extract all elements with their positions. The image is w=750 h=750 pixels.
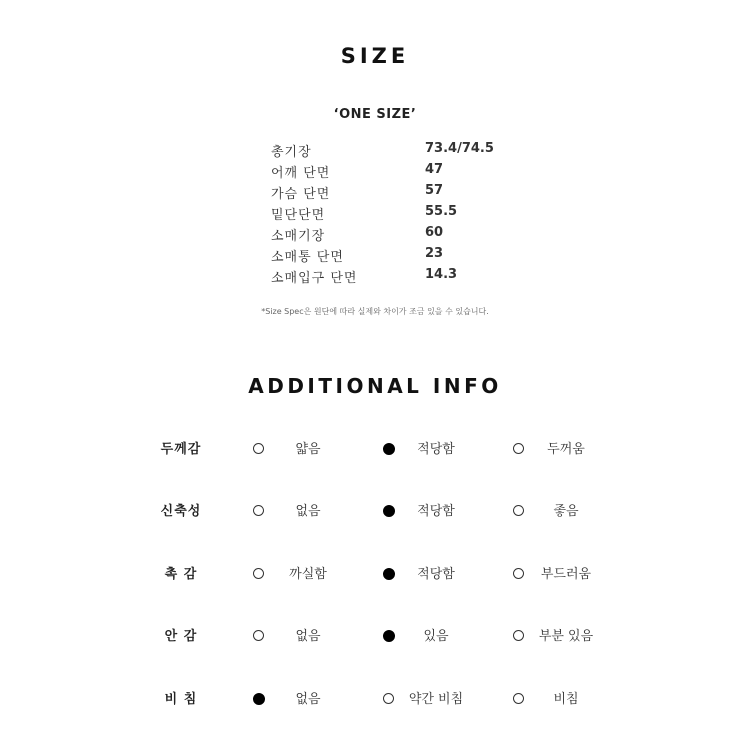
info-option-label: 적당함	[417, 442, 455, 457]
spec-row	[271, 267, 531, 288]
info-row	[0, 625, 750, 649]
info-option-label: 적당함	[417, 567, 455, 582]
spec-label: 어깨 단면	[271, 166, 331, 181]
spec-value: 73.4/74.5	[425, 141, 494, 156]
info-option-label: 없음	[295, 629, 321, 644]
info-row	[0, 438, 750, 462]
info-label: 비 침	[164, 692, 198, 707]
info-option-label: 없음	[295, 504, 321, 519]
spec-label: 밑단단면	[271, 208, 326, 223]
info-option-label: 없음	[295, 692, 321, 707]
info-option-label: 두꺼움	[547, 442, 585, 457]
info-option-label: 약간 비침	[408, 692, 464, 707]
spec-row	[271, 141, 531, 162]
info-option-label: 부분 있음	[538, 629, 594, 644]
spec-label: 소매입구 단면	[271, 271, 358, 286]
info-option-label: 부드러움	[540, 567, 592, 582]
spec-value: 47	[425, 162, 444, 177]
info-option-label: 비침	[553, 692, 579, 707]
spec-row	[271, 225, 531, 246]
spec-label: 소매통 단면	[271, 250, 344, 265]
spec-label: 총기장	[271, 145, 312, 160]
size-title: SIZE	[340, 44, 410, 68]
info-label: 안 감	[164, 629, 198, 644]
spec-row	[271, 162, 531, 183]
spec-value: 23	[425, 246, 444, 261]
size-spec-note: *Size Spec은 원단에 따라 실제와 차이가 조금 있을 수 있습니다.	[261, 307, 489, 316]
info-label: 촉 감	[164, 567, 198, 582]
info-option-label: 좋음	[553, 504, 579, 519]
spec-row	[271, 183, 531, 204]
info-option-label: 얇음	[295, 442, 321, 457]
info-option-label: 있음	[423, 629, 449, 644]
spec-value: 60	[425, 225, 444, 240]
one-size-label: ‘ONE SIZE’	[333, 107, 417, 122]
info-row	[0, 500, 750, 524]
info-label: 신축성	[160, 504, 202, 519]
spec-label: 가슴 단면	[271, 187, 331, 202]
spec-value: 14.3	[425, 267, 458, 282]
spec-value: 57	[425, 183, 444, 198]
spec-label: 소매기장	[271, 229, 326, 244]
info-label: 두께감	[160, 442, 202, 457]
info-option-label: 까실함	[289, 567, 327, 582]
spec-value: 55.5	[425, 204, 458, 219]
info-row	[0, 688, 750, 712]
info-option-label: 적당함	[417, 504, 455, 519]
spec-row	[271, 246, 531, 267]
additional-info-title: ADDITIONAL INFO	[248, 374, 502, 398]
info-row	[0, 563, 750, 587]
spec-row	[271, 204, 531, 225]
